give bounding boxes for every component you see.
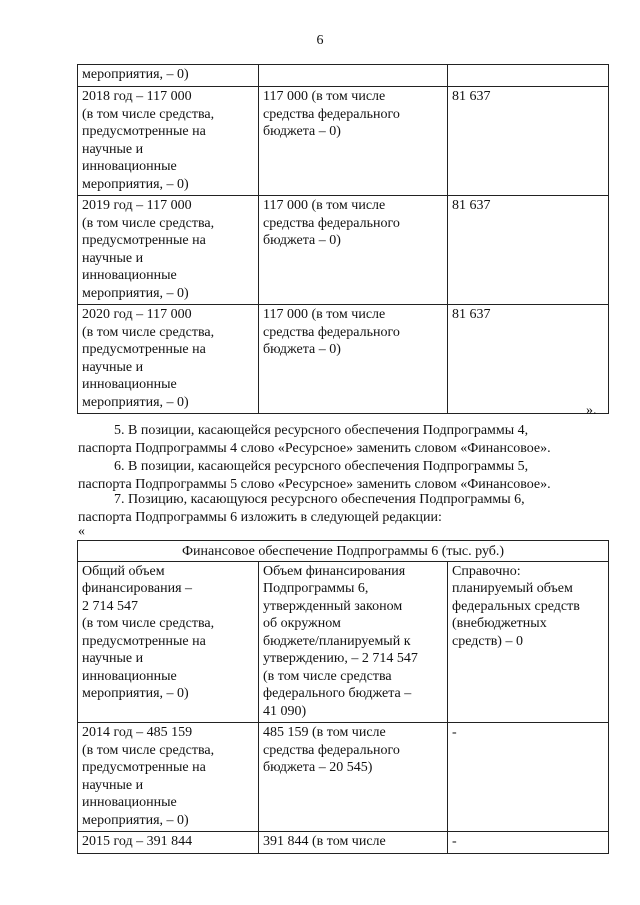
cell-line: бюджета – 0) — [263, 124, 341, 139]
cell-line: предусмотренные на — [82, 342, 206, 357]
table-cell — [78, 87, 259, 196]
cell-line: мероприятия, – 0) — [82, 686, 189, 701]
table-row — [78, 196, 609, 305]
cell-line: 117 000 (в том числе — [263, 307, 386, 322]
table-title: Финансовое обеспечение Подпрограммы 6 (тыс. руб.) — [78, 541, 609, 562]
table-header-row — [78, 541, 609, 562]
cell-line: 391 844 (в том числе — [263, 834, 386, 849]
cell-line: мероприятия, – 0) — [82, 394, 189, 410]
paragraph-line: 5. В позиции, касающейся ресурсного обеспечения Подпрограммы 4, — [114, 423, 529, 438]
cell-line: бюджета – 20 545) — [263, 760, 373, 775]
cell-line: средства федерального — [263, 106, 400, 122]
cell-line: - — [452, 725, 457, 740]
cell-line: (в том числе средства, — [82, 215, 215, 231]
cell-line: предусмотренные на — [82, 633, 206, 649]
cell-line: бюджета – 0) — [263, 233, 341, 248]
table-cell — [448, 832, 609, 854]
paragraph-line: паспорта Подпрограммы 6 изложить в следующей редакции: — [78, 509, 442, 525]
cell-line: 2018 год – 117 000 — [82, 89, 192, 104]
cell-line: мероприятия, – 0) — [82, 285, 189, 301]
table-row — [78, 65, 609, 87]
cell-line: об окружном — [263, 616, 341, 631]
cell-line: научные и — [82, 359, 144, 375]
cell-line: 81 637 — [452, 307, 491, 322]
cell-line: утверждению, – 2 714 547 — [263, 651, 418, 666]
cell-line: (в том числе средства — [263, 668, 392, 684]
cell-line: Объем финансирования — [263, 563, 406, 579]
cell-line: инновационные — [82, 668, 177, 684]
paragraph-7 — [78, 491, 608, 526]
funding-table-subprogram-6 — [77, 540, 609, 854]
table-row — [78, 832, 609, 854]
cell-line: 2019 год – 117 000 — [82, 198, 192, 213]
table-cell — [259, 305, 448, 414]
closing-quote: ». — [586, 403, 597, 418]
table-cell — [78, 65, 259, 87]
table-cell — [78, 196, 259, 305]
cell-line: федеральных средств — [452, 598, 580, 614]
opening-quote: « — [78, 524, 85, 539]
cell-line: планируемый объем — [452, 581, 573, 596]
cell-line: 117 000 (в том числе — [263, 89, 386, 104]
cell-line: предусмотренные на — [82, 760, 206, 775]
cell-line: 2 714 547 — [82, 598, 138, 614]
cell-line: 81 637 — [452, 198, 491, 213]
cell-line: (в том числе средства, — [82, 616, 215, 631]
cell-line: 81 637 — [452, 89, 491, 104]
table-row — [78, 87, 609, 196]
table-cell — [448, 561, 609, 723]
cell-line: (внебюджетных — [452, 616, 547, 631]
cell-line: 117 000 (в том числе — [263, 198, 386, 213]
table-cell — [448, 305, 609, 414]
cell-line: инновационные — [82, 795, 177, 810]
table-cell — [78, 723, 259, 832]
cell-line: утвержденный законом — [263, 598, 403, 614]
paragraph-5 — [78, 422, 608, 457]
cell-line: 2015 год – 391 844 — [82, 834, 193, 849]
table-cell — [259, 65, 448, 87]
paragraph-6 — [78, 458, 608, 493]
cell-line: научные и — [82, 141, 144, 157]
table-row — [78, 305, 609, 414]
table-cell — [448, 196, 609, 305]
cell-line: 41 090) — [263, 703, 307, 719]
table-cell — [448, 87, 609, 196]
cell-line: Подпрограммы 6, — [263, 581, 369, 596]
page-number: 6 — [316, 33, 324, 48]
paragraph-line: 7. Позицию, касающуюся ресурсного обеспечения Подпрограммы 6, — [114, 492, 525, 507]
cell-line: мероприятия, – 0) — [82, 176, 189, 192]
paragraph-line: паспорта Подпрограммы 5 слово «Ресурсное» заменить словом «Финансовое». — [78, 476, 551, 492]
cell-line: Общий объем — [82, 563, 165, 579]
cell-line: средства федерального — [263, 215, 400, 231]
cell-line: 485 159 (в том числе — [263, 725, 386, 740]
table-cell — [78, 305, 259, 414]
cell-line: научные и — [82, 777, 144, 793]
cell-line: предусмотренные на — [82, 233, 206, 248]
cell-line: инновационные — [82, 377, 177, 392]
cell-line: (в том числе средства, — [82, 324, 215, 340]
cell-line: научные и — [82, 250, 144, 266]
table-row — [78, 561, 609, 723]
table-cell — [78, 832, 259, 854]
cell-line: 2020 год – 117 000 — [82, 307, 192, 322]
table-cell — [78, 561, 259, 723]
table-cell — [259, 196, 448, 305]
cell-line: мероприятия, – 0) — [82, 812, 189, 828]
cell-line: бюджета – 0) — [263, 342, 341, 357]
table-cell — [259, 832, 448, 854]
table-cell — [259, 561, 448, 723]
cell-line: - — [452, 834, 457, 849]
cell-line: научные и — [82, 651, 144, 666]
cell-line: инновационные — [82, 268, 177, 283]
table-row — [78, 723, 609, 832]
cell-line: инновационные — [82, 159, 177, 174]
cell-line: средств) – 0 — [452, 633, 523, 649]
cell-line: финансирования – — [82, 581, 193, 596]
cell-line: предусмотренные на — [82, 124, 206, 139]
table-cell — [448, 65, 609, 87]
table-cell — [259, 87, 448, 196]
cell-line: 2014 год – 485 159 — [82, 725, 193, 740]
cell-line: бюджете/планируемый к — [263, 633, 411, 649]
table-cell — [259, 723, 448, 832]
cell-line: (в том числе средства, — [82, 742, 215, 758]
paragraph-line: 6. В позиции, касающейся ресурсного обеспечения Подпрограммы 5, — [114, 459, 529, 474]
cell-line: средства федерального — [263, 324, 400, 340]
paragraph-line: паспорта Подпрограммы 4 слово «Ресурсное» заменить словом «Финансовое». — [78, 440, 551, 456]
cell-line: мероприятия, – 0) — [82, 67, 189, 82]
cell-line: (в том числе средства, — [82, 106, 215, 122]
cell-line: средства федерального — [263, 742, 400, 758]
funding-table-continued — [77, 64, 609, 414]
cell-line: федерального бюджета – — [263, 686, 412, 701]
table-cell — [448, 723, 609, 832]
cell-line: Справочно: — [452, 563, 521, 579]
